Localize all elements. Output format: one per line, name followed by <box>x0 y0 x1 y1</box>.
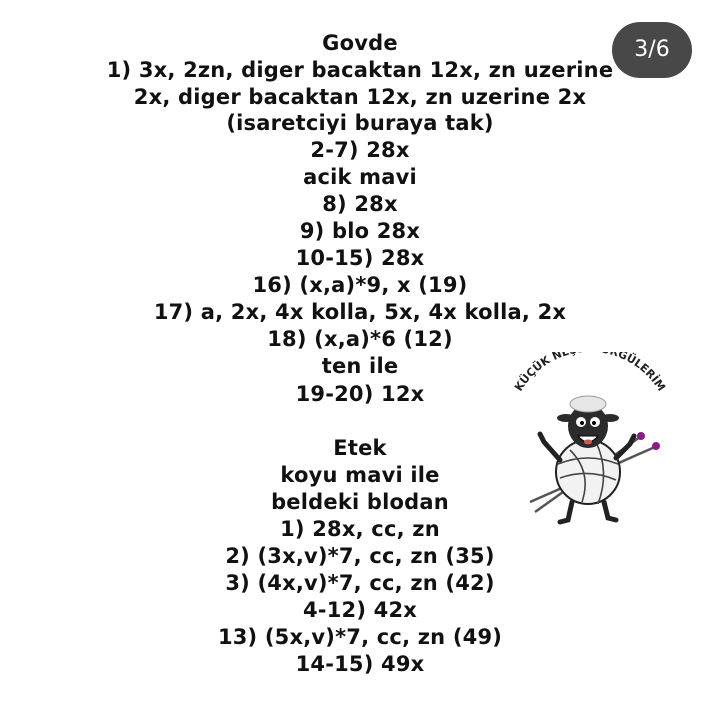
pattern-line: 1) 28x, cc, zn <box>280 517 440 541</box>
pattern-line: 2x, diger bacaktan 12x, zn uzerine 2x <box>133 85 587 109</box>
section-title: Etek <box>333 436 387 460</box>
pattern-line: 16) (x,a)*9, x (19) <box>252 273 468 297</box>
pattern-line: 4-12) 42x <box>302 598 418 622</box>
pattern-line: 3) (4x,v)*7, cc, zn (42) <box>225 571 495 595</box>
pattern-line: koyu mavi ile <box>280 463 440 487</box>
pattern-line: ten ile <box>321 354 399 378</box>
pattern-line: 13) (5x,v)*7, cc, zn (49) <box>217 625 503 649</box>
pattern-line: 17) a, 2x, 4x kolla, 5x, 4x kolla, 2x <box>153 300 567 324</box>
pattern-line: 19-20) 12x <box>295 382 425 406</box>
pattern-line: 10-15) 28x <box>295 246 425 270</box>
svg-text:KÜÇÜK NEŞELİ ÖRGÜLERİM <box>512 352 668 394</box>
pattern-line: 9) blo 28x <box>299 219 421 243</box>
page-indicator-badge: 3/6 <box>612 22 692 78</box>
pattern-line: 2-7) 28x <box>310 138 410 162</box>
pattern-line: 8) 28x <box>322 192 398 216</box>
pattern-line: 1) 3x, 2zn, diger bacaktan 12x, zn uzerine <box>106 58 614 82</box>
brand-logo <box>500 352 680 532</box>
section-title: Govde <box>322 31 398 55</box>
pattern-line: acik mavi <box>303 165 417 189</box>
pattern-line: beldeki blodan <box>271 490 449 514</box>
logo-text: KÜÇÜK NE GÜLERİM <box>512 352 668 394</box>
pattern-line: 18) (x,a)*6 (12) <box>267 327 453 351</box>
pattern-line: 2) (3x,v)*7, cc, zn (35) <box>225 544 495 568</box>
pattern-line: 14-15) 49x <box>295 652 425 676</box>
pattern-line: (isaretciyi buraya tak) <box>226 111 494 135</box>
